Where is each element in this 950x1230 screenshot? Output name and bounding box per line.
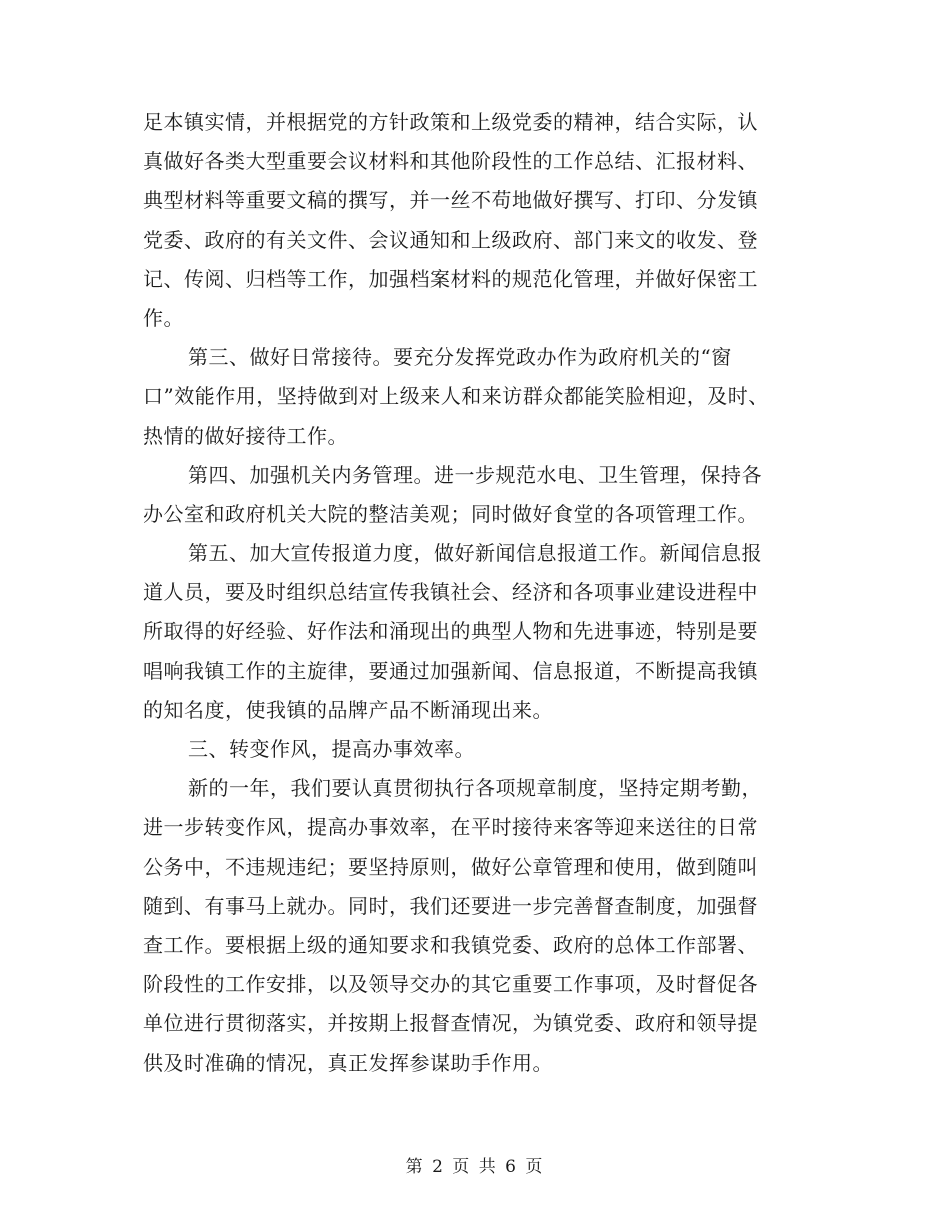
- paragraph-line: 公务中，不违规违纪；要坚持原则，做好公章管理和使用，做到随叫: [143, 854, 758, 879]
- paragraph-line: 唱响我镇工作的主旋律，要通过加强新闻、信息报道，不断提高我镇: [143, 658, 758, 683]
- paragraph-line: 党委、政府的有关文件、会议通知和上级政府、部门来文的收发、登: [143, 227, 758, 252]
- paragraph-line: 的知名度，使我镇的品牌产品不断涌现出来。: [143, 697, 553, 722]
- paragraph-line: 热情的做好接待工作。: [143, 423, 348, 448]
- paragraph-line: 第五、加大宣传报道力度，做好新闻信息报道工作。新闻信息报: [188, 541, 762, 566]
- paragraph-line: 新的一年，我们要认真贯彻执行各项规章制度，坚持定期考勤，: [188, 776, 762, 801]
- document-body: [143, 103, 803, 1083]
- section-heading: 三、转变作风，提高办事效率。: [188, 737, 475, 761]
- paragraph-line: 记、传阅、归档等工作，加强档案材料的规范化管理，并做好保密工: [143, 266, 758, 291]
- paragraph-line: 办公室和政府机关大院的整洁美观；同时做好食堂的各项管理工作。: [143, 501, 758, 526]
- paragraph-line: 道人员，要及时组织总结宣传我镇社会、经济和各项事业建设进程中: [143, 580, 758, 605]
- page-number-footer: 第 2 页 共 6 页: [405, 1157, 545, 1177]
- paragraph-line: 真做好各类大型重要会议材料和其他阶段性的工作总结、汇报材料、: [143, 149, 758, 174]
- paragraph-line: 阶段性的工作安排，以及领导交办的其它重要工作事项，及时督促各: [143, 972, 758, 997]
- paragraph-line: 单位进行贯彻落实，并按期上报督查情况，为镇党委、政府和领导提: [143, 1011, 758, 1036]
- paragraph-line: 足本镇实情，并根据党的方针政策和上级党委的精神，结合实际，认: [143, 110, 758, 134]
- paragraph-line: 第四、加强机关内务管理。进一步规范水电、卫生管理，保持各: [188, 462, 762, 487]
- paragraph-line: 口”效能作用，坚持做到对上级来人和来访群众都能笑脸相迎，及时、: [143, 384, 769, 409]
- paragraph-line: 典型材料等重要文稿的撰写，并一丝不苟地做好撰写、打印、分发镇: [143, 188, 758, 213]
- paragraph-line: 第三、做好日常接待。要充分发挥党政办作为政府机关的“窗: [188, 345, 732, 370]
- paragraph-line: 作。: [143, 305, 184, 330]
- paragraph-line: 进一步转变作风，提高办事效率，在平时接待来客等迎来送往的日常: [143, 815, 758, 840]
- paragraph-line: 查工作。要根据上级的通知要求和我镇党委、政府的总体工作部署、: [143, 932, 758, 957]
- paragraph-line: 随到、有事马上就办。同时，我们还要进一步完善督查制度，加强督: [143, 893, 758, 918]
- paragraph-line: 供及时准确的情况，真正发挥参谋助手作用。: [143, 1050, 553, 1075]
- paragraph-line: 所取得的好经验、好作法和涌现出的典型人物和先进事迹，特别是要: [143, 619, 758, 644]
